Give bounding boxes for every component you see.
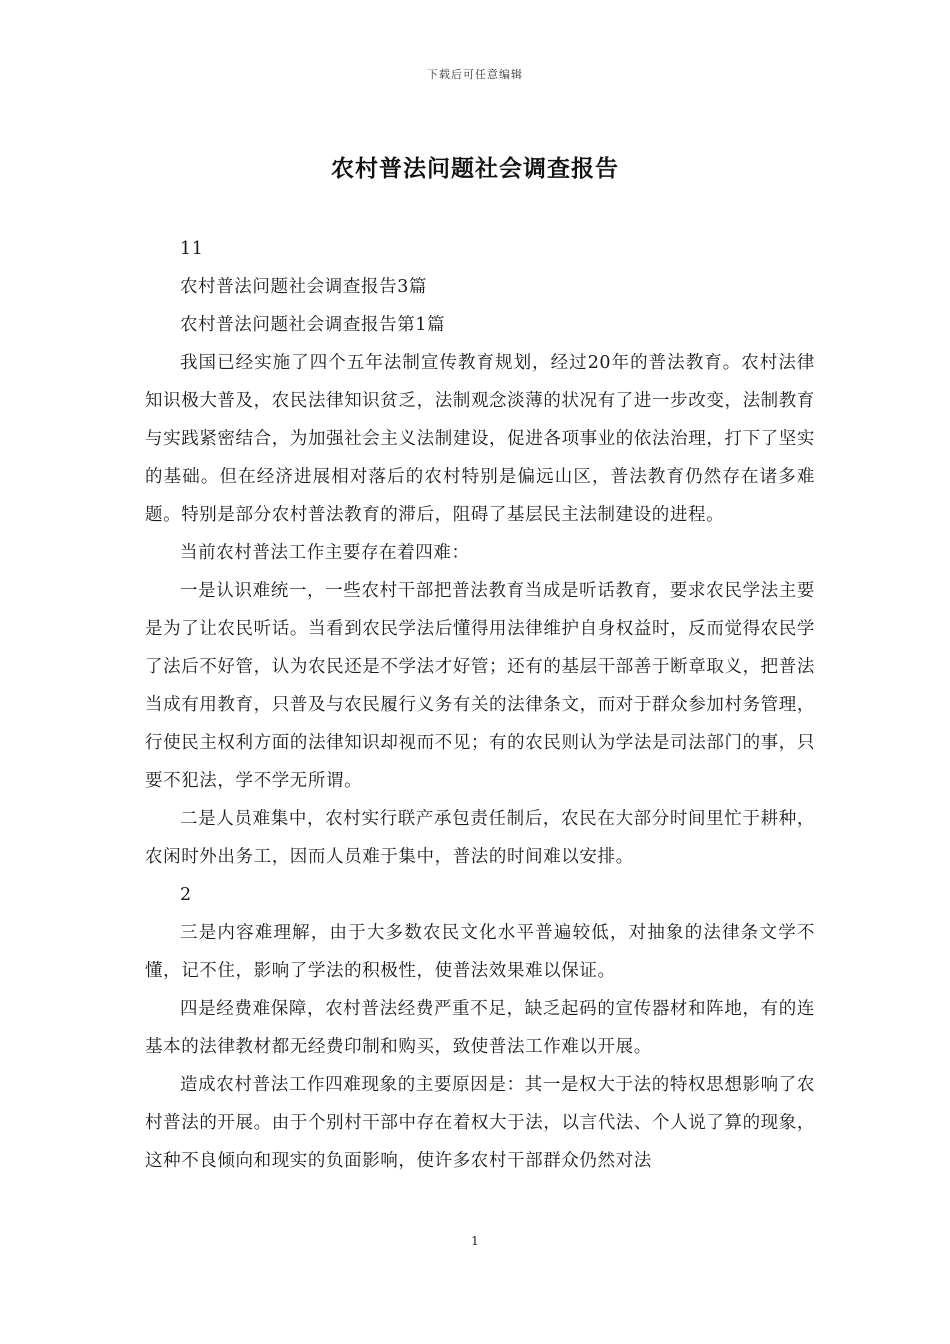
paragraph: 2	[180, 885, 192, 905]
paragraph: 农村普法问题社会调查报告第1篇	[180, 315, 446, 335]
document-body	[145, 230, 815, 1180]
paragraph: 农村普法问题社会调查报告3篇	[180, 277, 428, 297]
page-number: 1	[471, 1234, 479, 1248]
paragraph: 造成农村普法工作四难现象的主要原因是：其一是权大于法的特权思想影响了农村普法的开展。由于个别村干部中存在着权大于法，以言代法、个人说了算的现象，这种不良倾向和现实的负面影响，使许多农村干部群众仍然对法	[145, 1075, 815, 1171]
paragraph: 二是人员难集中，农村实行联产承包责任制后，农民在大部分时间里忙于耕种，农闲时外出务工，因而人员难于集中，普法的时间难以安排。	[145, 809, 815, 867]
header-note: 下载后可任意编辑	[427, 68, 523, 81]
paragraph: 11	[180, 239, 204, 259]
paragraph: 四是经费难保障，农村普法经费严重不足，缺乏起码的宣传器材和阵地，有的连基本的法律教材都无经费印制和购买，致使普法工作难以开展。	[145, 999, 815, 1057]
paragraph: 当前农村普法工作主要存在着四难：	[180, 543, 470, 563]
paragraph: 一是认识难统一，一些农村干部把普法教育当成是听话教育，要求农民学法主要是为了让农民听话。当看到农民学法后懂得用法律维护自身权益时，反而觉得农民学了法后不好管，认为农民还是不学法才好管；还有的基层干部善于断章取义，把普法当成有用教育，只普及与农民履行义务有关的法律条文，而对于群众参加村务管理，行使民主权利方面的法律知识却视而不见；有的农民则认为学法是司法部门的事，只要不犯法，学不学无所谓。	[145, 581, 815, 791]
document-title: 农村普法问题社会调查报告	[331, 155, 619, 182]
paragraph: 我国已经实施了四个五年法制宣传教育规划，经过20年的普法教育。农村法律知识极大普及，农民法律知识贫乏，法制观念淡薄的状况有了进一步改变，法制教育与实践紧密结合，为加强社会主义法制建设，促进各项事业的依法治理，打下了坚实的基础。但在经济进展相对落后的农村特别是偏远山区，普法教育仍然存在诸多难题。特别是部分农村普法教育的滞后，阻碍了基层民主法制建设的进程。	[145, 353, 815, 525]
paragraph: 三是内容难理解，由于大多数农民文化水平普遍较低，对抽象的法律条文学不懂，记不住，影响了学法的积极性，使普法效果难以保证。	[145, 923, 815, 981]
